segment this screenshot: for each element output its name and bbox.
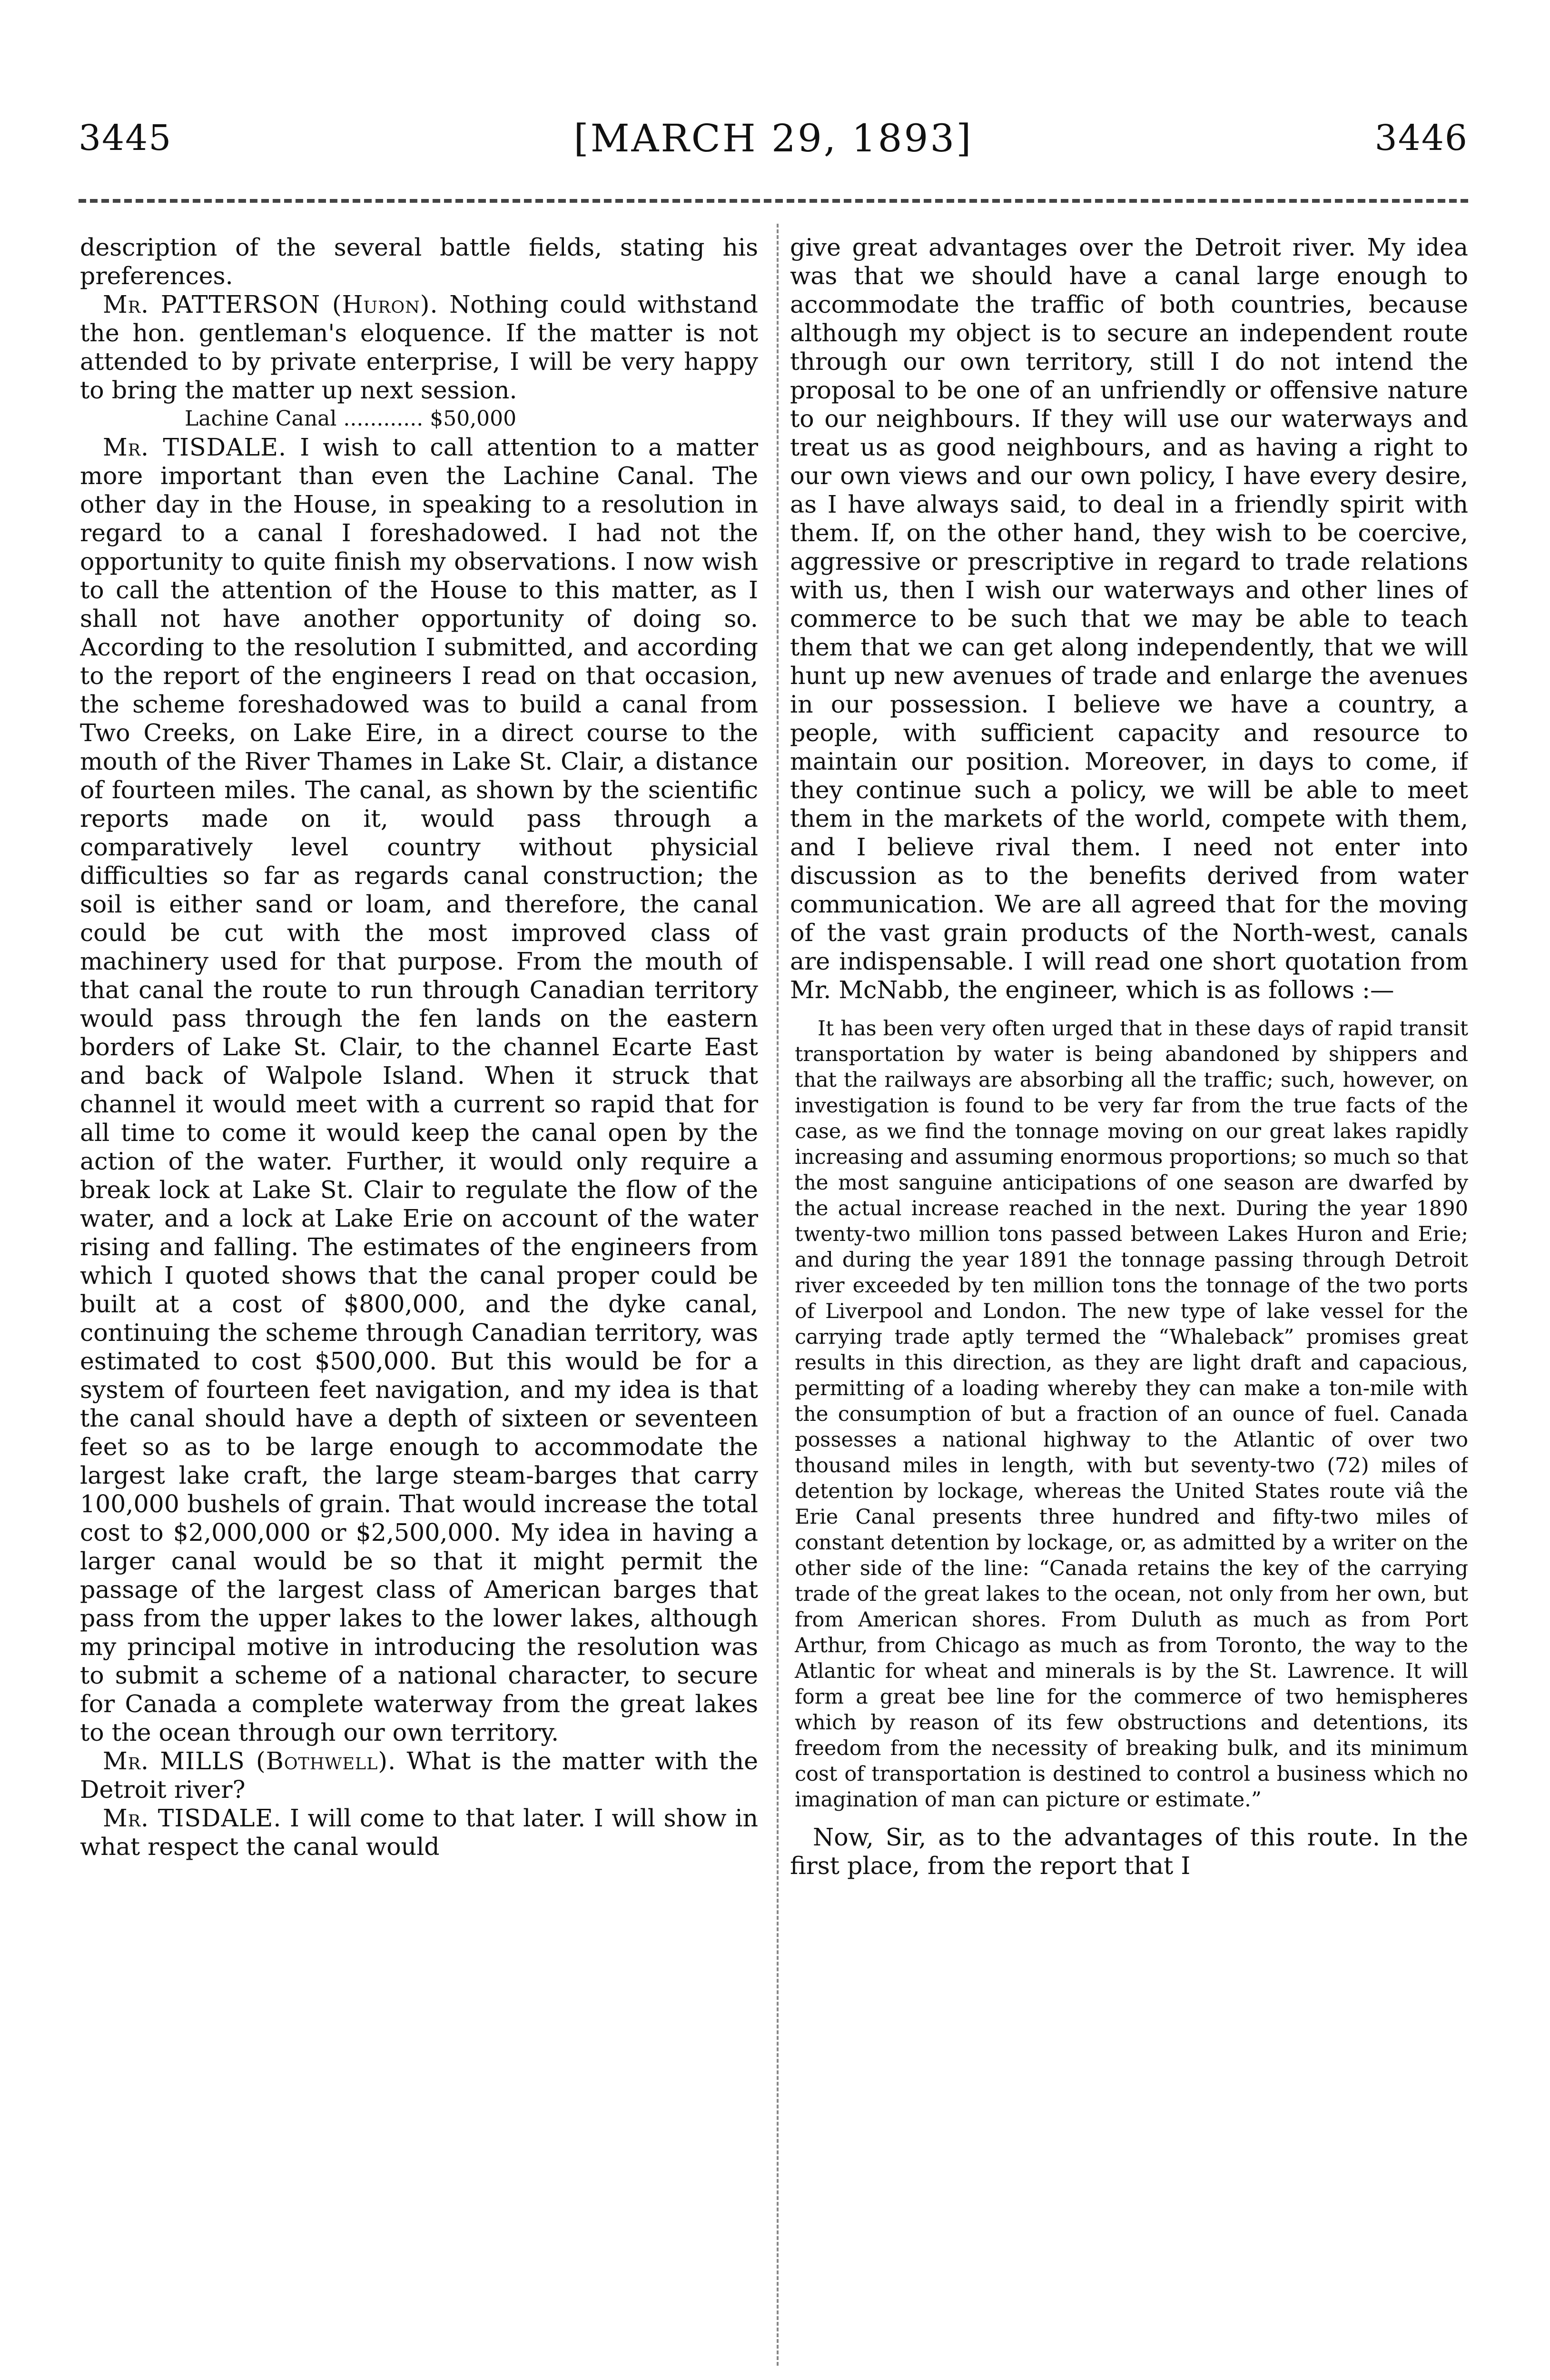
right-column bbox=[790, 233, 1468, 2356]
speaker-name: Mr. PATTERSON (Huron). bbox=[103, 290, 438, 318]
page-date-title: [MARCH 29, 1893] bbox=[573, 116, 973, 160]
left-page-number: 3445 bbox=[79, 118, 172, 159]
tisdale-reply-paragraph bbox=[80, 1804, 758, 1861]
continuation-paragraph: description of the several battle fields, stating his preferences. bbox=[80, 233, 758, 290]
speaker-name: Mr. MILLS (Bothwell). bbox=[103, 1747, 396, 1775]
budget-item-line: Lachine Canal ............ $50,000 bbox=[185, 407, 517, 431]
mills-paragraph bbox=[80, 1747, 758, 1804]
right-page-number: 3446 bbox=[1374, 118, 1468, 159]
continuation-paragraph: give great advantages over the Detroit river. My idea was that we should have a canal large enough to accommodate the traffic of both countries, because although my object is to secure an independent route through our own territory, still I do not intend the proposal to be one of an unfriendly or offensive nature to our neighbours. If they will use our waterways and treat us as good neighbours, and as having a right to our own views and our own policy, I have every desire, as I have always said, to deal in a friendly spirit with them. If, on the other hand, they wish to be coercive, aggressive or prescriptive in regard to trade relations with us, then I wish our waterways and other lines of commerce to be such that we may be able to teach them that we can get along independently, that we will hunt up new avenues of trade and enlarge the avenues in our possession. I believe we have a country, a people, with sufficient capacity and resource to maintain our position. Moreover, in days to come, if they continue such a policy, we will be able to meet them in the markets of the world, compete with them, and I believe rival them. I need not enter into discussion as to the benefits derived from water communication. We are all agreed that for the moving of the vast grain products of the North-west, canals are indispensable. I will read one short quotation from Mr. McNabb, the engineer, which is as follows :— bbox=[790, 233, 1468, 1004]
quotation-text: It has been very often urged that in these days of rapid transit transportation by water is being abandoned by shippers and that the railways are absorbing all the traffic; such, however, on investigation is found to be very far from the true facts of the case, as we find the tonnage moving on our great lakes rapidly increasing and assuming enormous proportions; so much so that the most sanguine anticipations of one season are dwarfed by the actual increase reached in the next. During the year 1890 twenty-two million tons passed between Lakes Huron and Erie; and during the year 1891 the tonnage passing through Detroit river exceeded by ten million tons the tonnage of the two ports of Liverpool and London. The new type of lake vessel for the carrying trade aptly termed the “Whaleback” promises great results in this direction, as they are light draft and capacious, permitting of a loading whereby they can make a ton-mile with the consumption of but a fraction of an ounce of fuel. Canada possesses a national highway to the Atlantic of over two thousand miles in length, with but seventy-two (72) miles of detention by lockage, whereas the United States route viâ the Erie Canal presents three hundred and fifty-two miles of constant detention by lockage, or, as admitted by a writer on the other side of the line: “Canada retains the key of the carrying trade of the great lakes to the ocean, not only from her own, but from American shores. From Duluth as much as from Port Arthur, from Chicago as much as from Toronto, the way to the Atlantic for wheat and minerals is by the St. Lawrence. It will form a great bee line for the commerce of two hemispheres which by reason of its few obstructions and detentions, its freedom from the necessity of breaking bulk, and its minimum cost of transportation is destined to control a business which no imagination of man can picture or estimate.” bbox=[795, 1017, 1468, 1812]
block-quotation bbox=[795, 1016, 1468, 1813]
speaker-name: Mr. TISDALE. bbox=[103, 433, 286, 461]
header-rule bbox=[79, 199, 1468, 203]
closing-paragraph: Now, Sir, as to the advantages of this route. In the first place, from the report that I bbox=[790, 1823, 1468, 1880]
tisdale-paragraph bbox=[80, 433, 758, 1747]
speech-text: I wish to call attention to a matter more important than even the Lachine Canal. The other day in the House, in speaking to a resolution in regard to a canal I foreshadowed. I had not the opportunity to quite finish my observations. I now wish to call the attention of the House to this matter, as I shall not have another opportunity of doing so. According to the resolution I submitted, and according to the report of the engineers I read on that occasion, the scheme foreshadowed was to build a canal from Two Creeks, on Lake Eire, in a direct course to the mouth of the River Thames in Lake St. Clair, a distance of fourteen miles. The canal, as shown by the scientific reports made on it, would pass through a comparatively level country without physicial difficulties so far as regards canal construction; the soil is either sand or loam, and therefore, the canal could be cut with the most improved class of machinery used for that purpose. From the mouth of that canal the route to run through Canadian territory would pass through the fen lands on the eastern borders of Lake St. Clair, to the channel Ecarte East and back of Walpole Island. When it struck that channel it would meet with a current so rapid that for all time to come it would keep the canal open by the action of the water. Further, it would only require a break lock at Lake St. Clair to regulate the flow of the water, and a lock at Lake Erie on account of the water rising and falling. The estimates of the engineers from which I quoted shows that the canal proper could be built at a cost of $800,000, and the dyke canal, continuing the scheme through Canadian territory, was estimated to cost $500,000. But this would be for a system of fourteen feet navigation, and my idea is that the canal should have a depth of sixteen or seventeen feet so as to be large enough to accommodate the largest lake craft, the large steam-barges that carry 100,000 bushels of grain. That would increase the total cost to $2,000,000 or $2,500,000. My idea in having a larger canal would be so that it might permit the passage of the largest class of American barges that pass from the upper lakes to the lower lakes, although my principal motive in introducing the resolution was to submit a scheme of a national character, to secure for Canada a complete waterway from the great lakes to the ocean through our own territory. bbox=[80, 433, 758, 1746]
page-header bbox=[79, 109, 1468, 167]
speech-text: What is the matter with the Detroit river? bbox=[80, 1747, 758, 1804]
speech-text: I will come to that later. I will show in what respect the canal would bbox=[80, 1804, 758, 1861]
patterson-paragraph bbox=[80, 290, 758, 405]
column-divider bbox=[777, 224, 779, 2366]
left-column bbox=[80, 233, 758, 2356]
speaker-name: Mr. TISDALE. bbox=[103, 1804, 282, 1832]
speech-text: Nothing could withstand the hon. gentleman's eloquence. If the matter is not attended to by private enterprise, I will be very happy to bring the matter up next session. bbox=[80, 290, 758, 404]
